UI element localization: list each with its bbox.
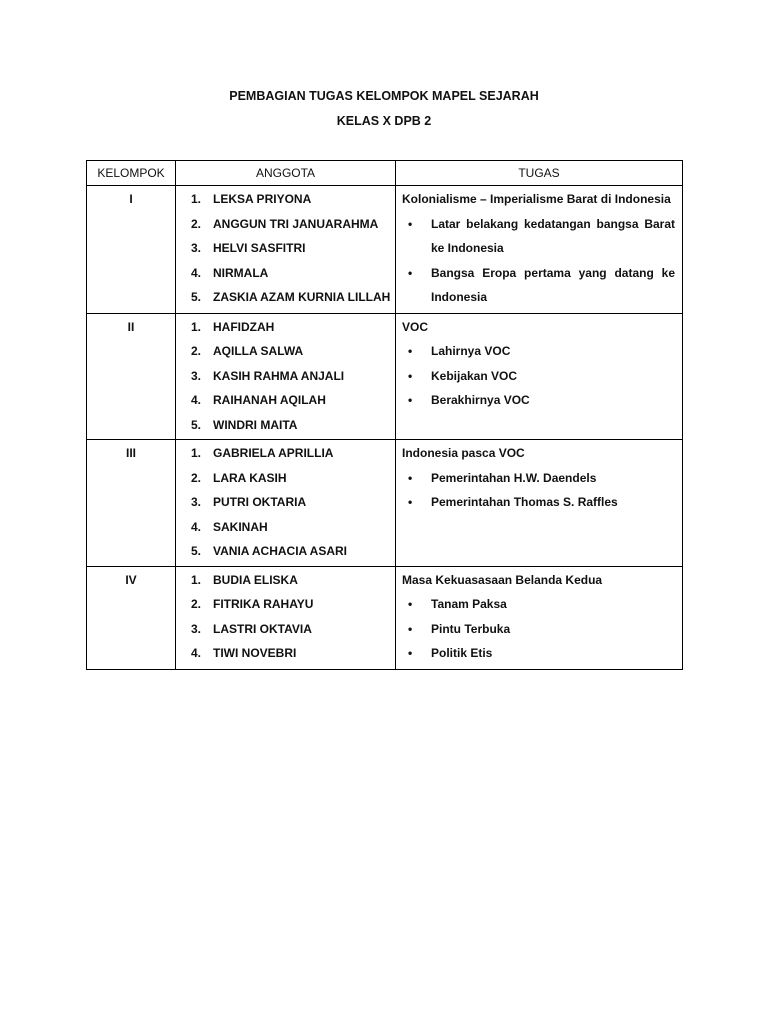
table-row: [87, 313, 683, 440]
list-item: [402, 617, 675, 642]
bullet-icon: •: [408, 621, 413, 636]
task-point-list: [402, 466, 675, 515]
members-cell: [176, 566, 396, 669]
list-item: [176, 441, 395, 466]
task-cell: [396, 566, 683, 669]
bullet-icon: •: [408, 344, 413, 358]
member-name: BUDIA ELISKA: [213, 572, 298, 587]
member-name: LASTRI OKTAVIA: [213, 621, 312, 636]
header-anggota: ANGGOTA: [176, 161, 396, 186]
member-name: ANGGUN TRI JANUARAHMA: [213, 216, 379, 231]
bullet-icon: •: [408, 597, 413, 611]
list-item: [402, 592, 675, 617]
bullet-icon: •: [408, 470, 413, 485]
task-title: Kolonialisme – Imperialisme Barat di Indonesia: [402, 192, 671, 206]
member-name: VANIA ACHACIA ASARI: [213, 544, 347, 558]
assignment-table: [86, 160, 683, 670]
task-cell: [396, 186, 683, 314]
list-item: [176, 539, 395, 564]
member-name: WINDRI MAITA: [213, 417, 298, 432]
bullet-icon: •: [408, 265, 413, 280]
member-name: RAIHANAH AQILAH: [213, 393, 326, 407]
bullet-icon: •: [408, 495, 413, 509]
task-title: Masa Kekuasasaan Belanda Kedua: [402, 572, 603, 587]
list-item: [176, 339, 395, 364]
member-name: TIWI NOVEBRI: [213, 646, 297, 660]
list-item: [176, 490, 395, 515]
list-item: [176, 285, 395, 310]
document-title: PEMBAGIAN TUGAS KELOMPOK MAPEL SEJARAH: [229, 89, 539, 103]
member-name: ZASKIA AZAM KURNIA LILLAH: [213, 290, 391, 304]
table-row: [87, 566, 683, 669]
list-number: 2.: [190, 470, 201, 485]
member-list: [176, 567, 395, 668]
list-item: [402, 641, 675, 666]
list-number: 1.: [190, 319, 201, 334]
member-list: [176, 440, 395, 566]
list-item: [402, 466, 675, 491]
task-cell: [396, 313, 683, 440]
task-point-text: Pemerintahan H.W. Daendels: [431, 470, 597, 485]
list-item: [176, 187, 395, 212]
list-item: [176, 413, 395, 438]
list-number: 2.: [190, 344, 201, 358]
task-point-text: Lahirnya VOC: [431, 344, 511, 358]
list-number: 2.: [190, 597, 201, 611]
list-item: [176, 641, 395, 666]
members-cell: [176, 313, 396, 440]
member-name: LEKSA PRIYONA: [213, 192, 312, 206]
bullet-icon: •: [408, 646, 413, 660]
member-name: HAFIDZAH: [213, 319, 275, 334]
member-name: HELVI SASFITRI: [213, 241, 306, 255]
list-item: [176, 592, 395, 617]
list-number: 5.: [190, 417, 201, 432]
list-item: [402, 261, 675, 310]
member-list: [176, 314, 395, 440]
task-title: VOC: [402, 319, 429, 334]
list-item: [176, 236, 395, 261]
member-name: LARA KASIH: [213, 470, 287, 485]
member-name: PUTRI OKTARIA: [213, 495, 307, 509]
list-number: 3.: [190, 621, 201, 636]
list-number: 3.: [190, 368, 201, 383]
list-item: [176, 515, 395, 540]
list-number: 2.: [190, 216, 201, 231]
list-number: 1.: [190, 192, 201, 206]
task-point-list: [402, 339, 675, 413]
list-item: [176, 212, 395, 237]
task-point-text: Kebijakan VOC: [431, 368, 518, 383]
task-title: Indonesia pasca VOC: [402, 446, 525, 460]
task-cell: [396, 440, 683, 567]
list-item: [176, 617, 395, 642]
member-name: KASIH RAHMA ANJALI: [213, 368, 345, 383]
table-row: [87, 440, 683, 567]
table-body: [87, 186, 683, 670]
table-row: [87, 186, 683, 314]
member-name: GABRIELA APRILLIA: [213, 446, 334, 460]
member-name: FITRIKA RAHAYU: [213, 597, 314, 611]
list-number: 3.: [190, 241, 201, 255]
task-point-list: [402, 592, 675, 666]
header-tugas: TUGAS: [396, 161, 683, 186]
list-item: [402, 364, 675, 389]
table-header-row: [87, 161, 683, 186]
group-cell: I: [87, 186, 176, 314]
member-list: [176, 186, 395, 312]
task-point-text: Pemerintahan Thomas S. Raffles: [431, 495, 618, 509]
task-point-text: Pintu Terbuka: [431, 621, 511, 636]
list-item: [176, 364, 395, 389]
task-point-text: Latar belakang kedatangan bangsa Barat ke Indonesia: [431, 216, 675, 255]
task-point-text: Bangsa Eropa pertama yang datang ke Indonesia: [431, 265, 675, 304]
list-number: 1.: [190, 446, 201, 460]
member-name: SAKINAH: [213, 519, 268, 534]
task-point-list: [402, 212, 675, 310]
list-item: [176, 315, 395, 340]
list-item: [402, 212, 675, 261]
list-number: 5.: [190, 544, 201, 558]
list-item: [402, 388, 675, 413]
list-number: 5.: [190, 290, 201, 304]
task-point-text: Politik Etis: [431, 646, 493, 660]
bullet-icon: •: [408, 216, 413, 231]
list-item: [176, 466, 395, 491]
list-number: 4.: [190, 646, 201, 660]
group-cell: III: [87, 440, 176, 567]
list-item: [176, 388, 395, 413]
document-subtitle: KELAS X DPB 2: [336, 114, 432, 128]
group-cell: IV: [87, 566, 176, 669]
list-item: [402, 490, 675, 515]
header-kelompok: KELOMPOK: [87, 161, 176, 186]
list-number: 4.: [190, 519, 201, 534]
task-point-text: Berakhirnya VOC: [431, 393, 530, 407]
list-item: [176, 261, 395, 286]
list-number: 4.: [190, 393, 201, 407]
task-point-text: Tanam Paksa: [431, 597, 507, 611]
list-number: 3.: [190, 495, 201, 509]
member-name: NIRMALA: [213, 265, 269, 280]
list-item: [402, 339, 675, 364]
list-number: 4.: [190, 265, 201, 280]
members-cell: [176, 440, 396, 567]
members-cell: [176, 186, 396, 314]
list-item: [176, 568, 395, 593]
bullet-icon: •: [408, 368, 413, 383]
bullet-icon: •: [408, 393, 413, 407]
list-number: 1.: [190, 572, 201, 587]
member-name: AQILLA SALWA: [213, 344, 304, 358]
group-cell: II: [87, 313, 176, 440]
